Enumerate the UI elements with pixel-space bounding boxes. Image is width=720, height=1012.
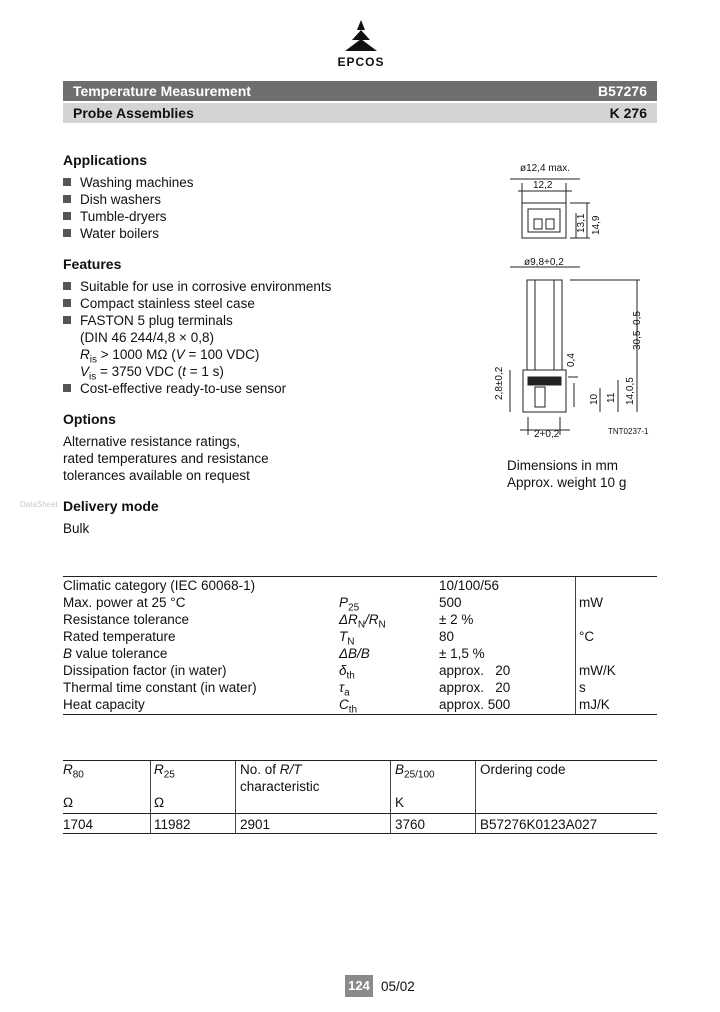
dim-h11: 11 <box>606 392 617 403</box>
spec-symbol: $P_{25}$ <box>339 595 360 614</box>
header-band <box>63 81 657 101</box>
dim-h13: 13,1 <box>576 213 587 233</box>
col-divider <box>235 761 236 833</box>
list-item: Washing machines <box>63 174 194 191</box>
page-number: 124 <box>345 975 373 997</box>
delivery-heading: Delivery mode <box>63 498 159 514</box>
spec-label: B value tolerance <box>63 646 168 661</box>
spec-label: Thermal time constant (in water) <box>63 680 257 695</box>
spec-label: Resistance tolerance <box>63 612 190 627</box>
spec-symbol: $T_N$ <box>339 629 355 648</box>
options-text: Alternative resistance ratings, rated temperatures and resistance tolerances available on request <box>63 434 269 483</box>
list-item: Tumble-dryers <box>63 208 194 225</box>
dim-h10: 10 <box>589 393 600 405</box>
spec-label: Max. power at 25 °C <box>63 595 186 610</box>
col-unit-b: K <box>395 795 405 810</box>
features-list <box>63 278 331 397</box>
drawing-code: TNT0237-1 <box>608 427 649 436</box>
col-divider <box>150 761 151 833</box>
table-cell: 2901 <box>240 817 271 832</box>
spec-unit: mW/K <box>579 663 616 678</box>
subtitle: Probe Assemblies <box>73 105 194 121</box>
col-divider <box>390 761 391 833</box>
dim-h14b: 14,0,5 <box>625 377 636 405</box>
ordering-bottom-rule <box>63 833 657 834</box>
list-item-detail: $V_{is} = 3750$ VDC (t = 1 s) <box>80 364 224 383</box>
spec-symbol: $C_{th}$ <box>339 697 358 716</box>
list-item: Compact stainless steel case <box>63 295 331 312</box>
ordering-header-rule <box>63 813 657 814</box>
table-cell: B57276K0123A027 <box>480 817 598 832</box>
col-divider <box>475 761 476 833</box>
epcos-logo-mark <box>330 18 392 58</box>
category-title: Temperature Measurement <box>73 83 251 99</box>
spec-value: approx. 20 <box>439 680 511 695</box>
spec-label: Climatic category (IEC 60068-1) <box>63 578 256 593</box>
watermark: DataSheet <box>20 500 58 509</box>
part-number: B57276 <box>597 83 647 99</box>
dim-h04: 0,4 <box>566 353 577 367</box>
spec-value: ± 1,5 % <box>439 646 485 661</box>
spec-unit: mJ/K <box>579 697 610 712</box>
options-heading: Options <box>63 411 116 427</box>
list-item: Suitable for use in corrosive environments <box>63 278 331 295</box>
specs-divider <box>575 577 576 715</box>
dim-h14: 14,9 <box>591 215 602 235</box>
brand-name: EPCOS <box>337 55 385 69</box>
spec-symbol: $\delta_{th}$ <box>339 663 355 682</box>
list-item: Cost-effective ready-to-use sensor <box>63 380 331 397</box>
col-header-code: Ordering code <box>480 762 566 777</box>
list-item: FASTON 5 plug terminals <box>63 312 331 329</box>
delivery-value: Bulk <box>63 521 90 536</box>
spec-label: Dissipation factor (in water) <box>63 663 227 678</box>
features-heading: Features <box>63 256 122 272</box>
dim-w12: 12,2 <box>533 180 553 191</box>
dim-d-max: ø12,4 max. <box>520 163 571 174</box>
spec-symbol: $\tau_a$ <box>339 680 350 699</box>
dim-len: 30,5–0,5 <box>632 311 643 350</box>
spec-label: Heat capacity <box>63 697 145 712</box>
spec-value: ± 2 % <box>439 612 474 627</box>
ordering-top-rule <box>63 760 657 761</box>
footer-date: 05/02 <box>381 979 415 994</box>
spec-unit: s <box>579 680 586 695</box>
col-unit-r80: Ω <box>63 795 74 810</box>
col-header-rt-line2: characteristic <box>240 779 320 794</box>
list-item: Dish washers <box>63 191 194 208</box>
col-header-r80: $R_{80}$ <box>63 762 84 781</box>
spec-value: 80 <box>439 629 455 644</box>
spec-value: approx. 500 <box>439 697 511 712</box>
col-unit-r25: Ω <box>154 795 165 810</box>
spec-value: 10/100/56 <box>439 578 500 593</box>
applications-heading: Applications <box>63 152 148 168</box>
dimensions-note: Dimensions in mm <box>507 458 619 473</box>
table-cell: 11982 <box>154 817 191 832</box>
col-header-b: $B_{25/100}$ <box>395 762 435 781</box>
spec-value: 500 <box>439 595 462 610</box>
col-header-rt: No. of R/T <box>240 762 302 777</box>
spec-symbol: $\Delta R_N/R_N$ <box>339 612 386 631</box>
dim-d-tube: ø9,8+0,2 <box>524 257 564 268</box>
spec-label: Rated temperature <box>63 629 176 644</box>
spec-symbol: ΔB/B <box>339 646 370 661</box>
series: K 276 <box>609 105 647 121</box>
specs-bottom-rule <box>63 714 657 715</box>
list-item: Water boilers <box>63 225 194 242</box>
epcos-logo <box>330 18 392 70</box>
spec-unit: °C <box>579 629 595 644</box>
list-item-detail: $R_{is} > 1000$ MΩ (V = 100 VDC) <box>80 347 260 366</box>
dim-w2: 2+0,2 <box>534 429 560 440</box>
table-cell: 3760 <box>395 817 426 832</box>
table-cell: 1704 <box>63 817 94 832</box>
dim-h28: 2,8±0,2 <box>494 366 505 400</box>
spec-unit: mW <box>579 595 603 610</box>
applications-list <box>63 174 194 242</box>
spec-value: approx. 20 <box>439 663 511 678</box>
col-header-r25: $R_{25}$ <box>154 762 175 781</box>
subheader-band <box>63 103 657 123</box>
weight-note: Approx. weight 10 g <box>507 475 627 490</box>
dimension-drawing <box>490 155 660 445</box>
list-item-detail: (DIN 46 244/4,8 × 0,8) <box>80 330 214 345</box>
